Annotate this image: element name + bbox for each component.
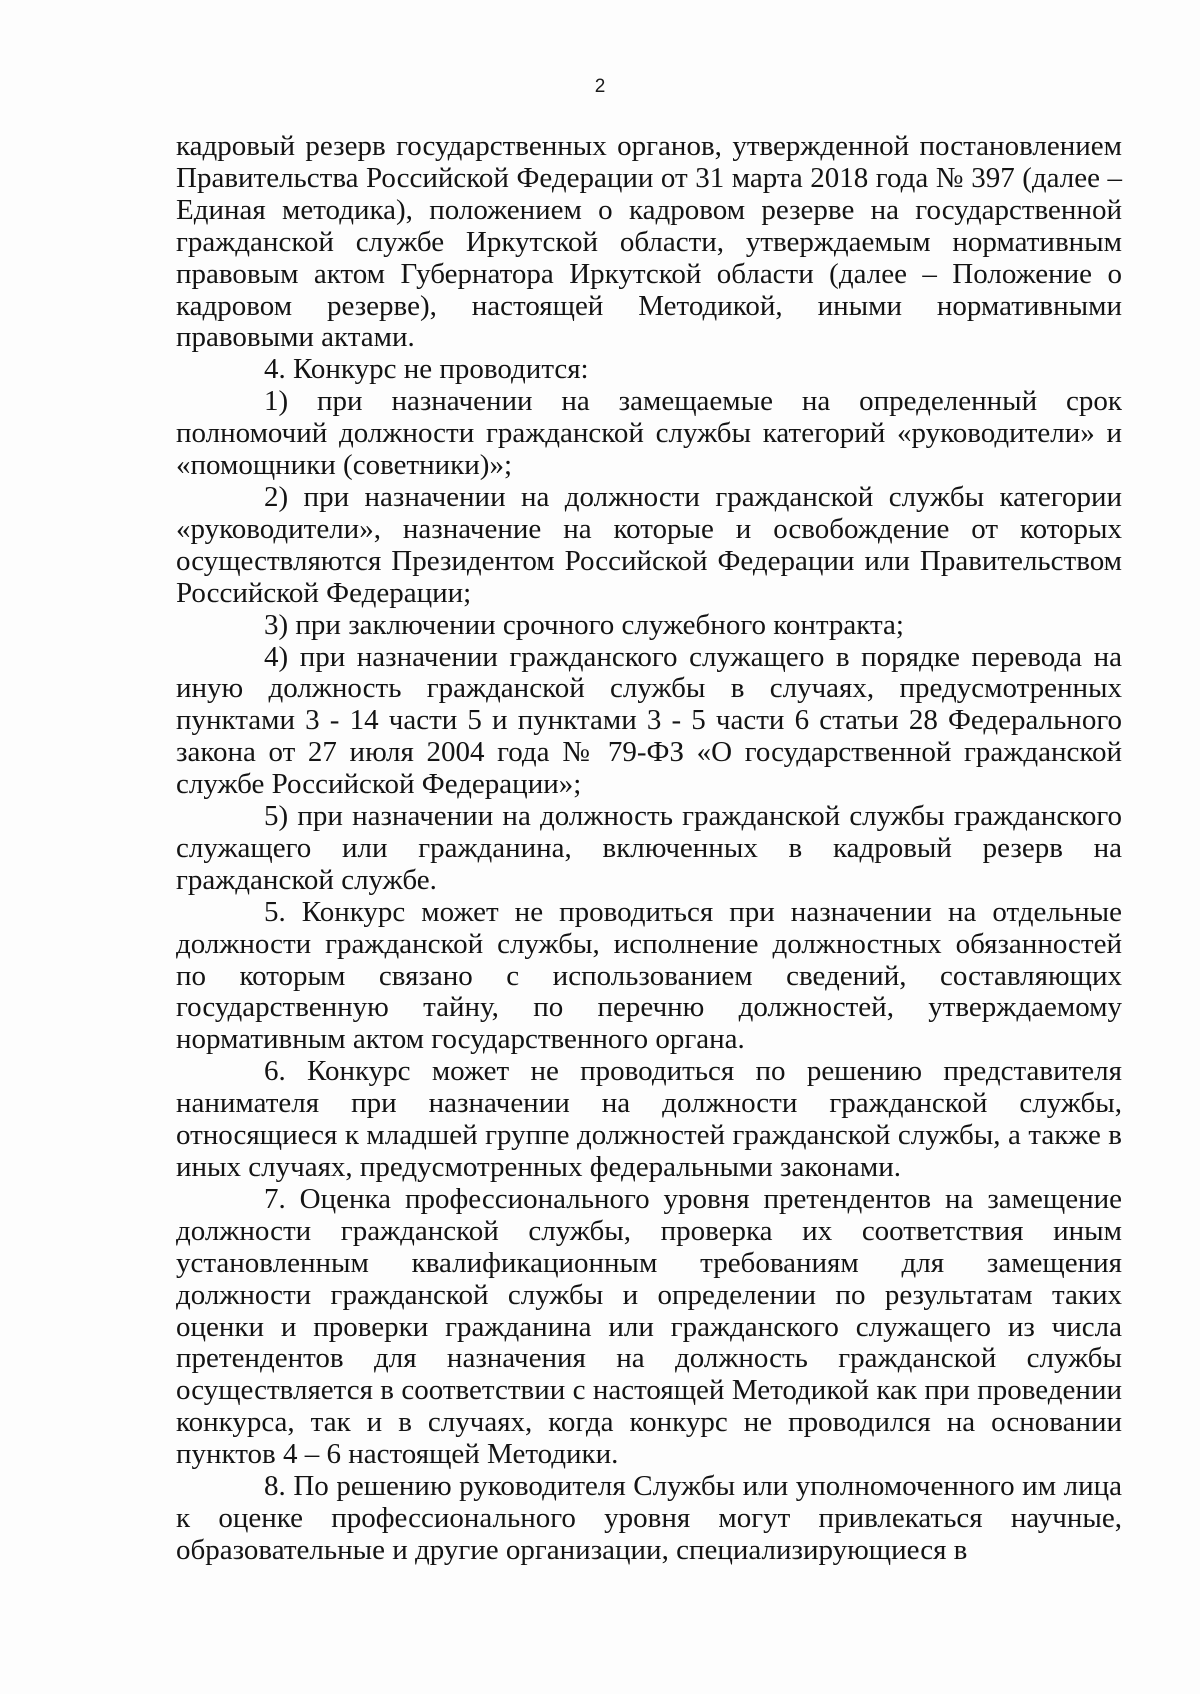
paragraph-subitem-2: 2) при назначении на должности гражданской службы категории «руководители», назначение на которые и освобождение от которых осуществляются Президентом Российской Федерации или Правительством Российской Федерации; <box>176 480 1122 609</box>
paragraph-item-6: 6. Конкурс может не проводиться по решению представителя нанимателя при назначении на должности гражданской службы, относящиеся к младшей группе должностей гражданской службы, а также в иных случаях, предусмотренных федеральными законами. <box>176 1055 1122 1183</box>
paragraph-subitem-5: 5) при назначении на должность гражданской службы гражданского служащего или гражданина, включенных в кадровый резерв на гражданской службе. <box>176 800 1122 896</box>
paragraph-item-4: 4. Конкурс не проводится: <box>264 353 589 386</box>
page-number: 2 <box>594 76 606 97</box>
paragraph-subitem-4: 4) при назначении гражданского служащего в порядке перевода на иную должность гражданской службы в случаях, предусмотренных пунктами 3 - 14 части 5 и пунктами 3 - 5 части 6 статьи 28 Федерального закона от 27 июля 2004 года № 79-ФЗ «О государственной гражданской службе Российской Федерации»; <box>176 640 1122 801</box>
paragraph-subitem-3: 3) при заключении срочного служебного контракта; <box>264 608 904 641</box>
paragraph-subitem-1: 1) при назначении на замещаемые на определенный срок полномочий должности гражданской службы категорий «руководители» и «помощники (советники)»; <box>176 385 1122 482</box>
paragraph-continuation: кадровый резерв государственных органов, утвержденной постановлением Правительства Российской Федерации от 31 марта 2018 года № 397 (далее – Единая методика), положением о кадровом резерве на государственной гражданской службе Иркутской области, утверждаемым нормативным правовым актом Губернатора Иркутской области (далее – Положение о кадровом резерве), настоящей Методикой, иными нормативными правовыми актами. <box>176 130 1122 354</box>
paragraph-item-7: 7. Оценка профессионального уровня претендентов на замещение должности гражданской службы, проверка их соответствия иным установленным квалификационным требованиям для замещения должности гражданской службы и определении по результатам таких оценки и проверки гражданина или гражданского служащего из числа претендентов для назначения на должность гражданской службы осуществляется в соответствии с настоящей Методикой как при проведении конкурса, так и в случаях, когда конкурс не проводился на основании пунктов 4 – 6 настоящей Методики. <box>176 1182 1122 1471</box>
paragraph-item-5: 5. Конкурс может не проводиться при назначении на отдельные должности гражданской службы, исполнение должностных обязанностей по которым связано с использованием сведений, составляющих государственную тайну, по перечню должностей, утверждаемому нормативным актом государственного органа. <box>176 895 1122 1056</box>
paragraph-item-8: 8. По решению руководителя Службы или уполномоченного им лица к оценке профессионального уровня могут привлекаться научные, образовательные и другие организации, специализирующиеся в <box>176 1470 1122 1566</box>
document-body <box>176 131 1122 1567</box>
